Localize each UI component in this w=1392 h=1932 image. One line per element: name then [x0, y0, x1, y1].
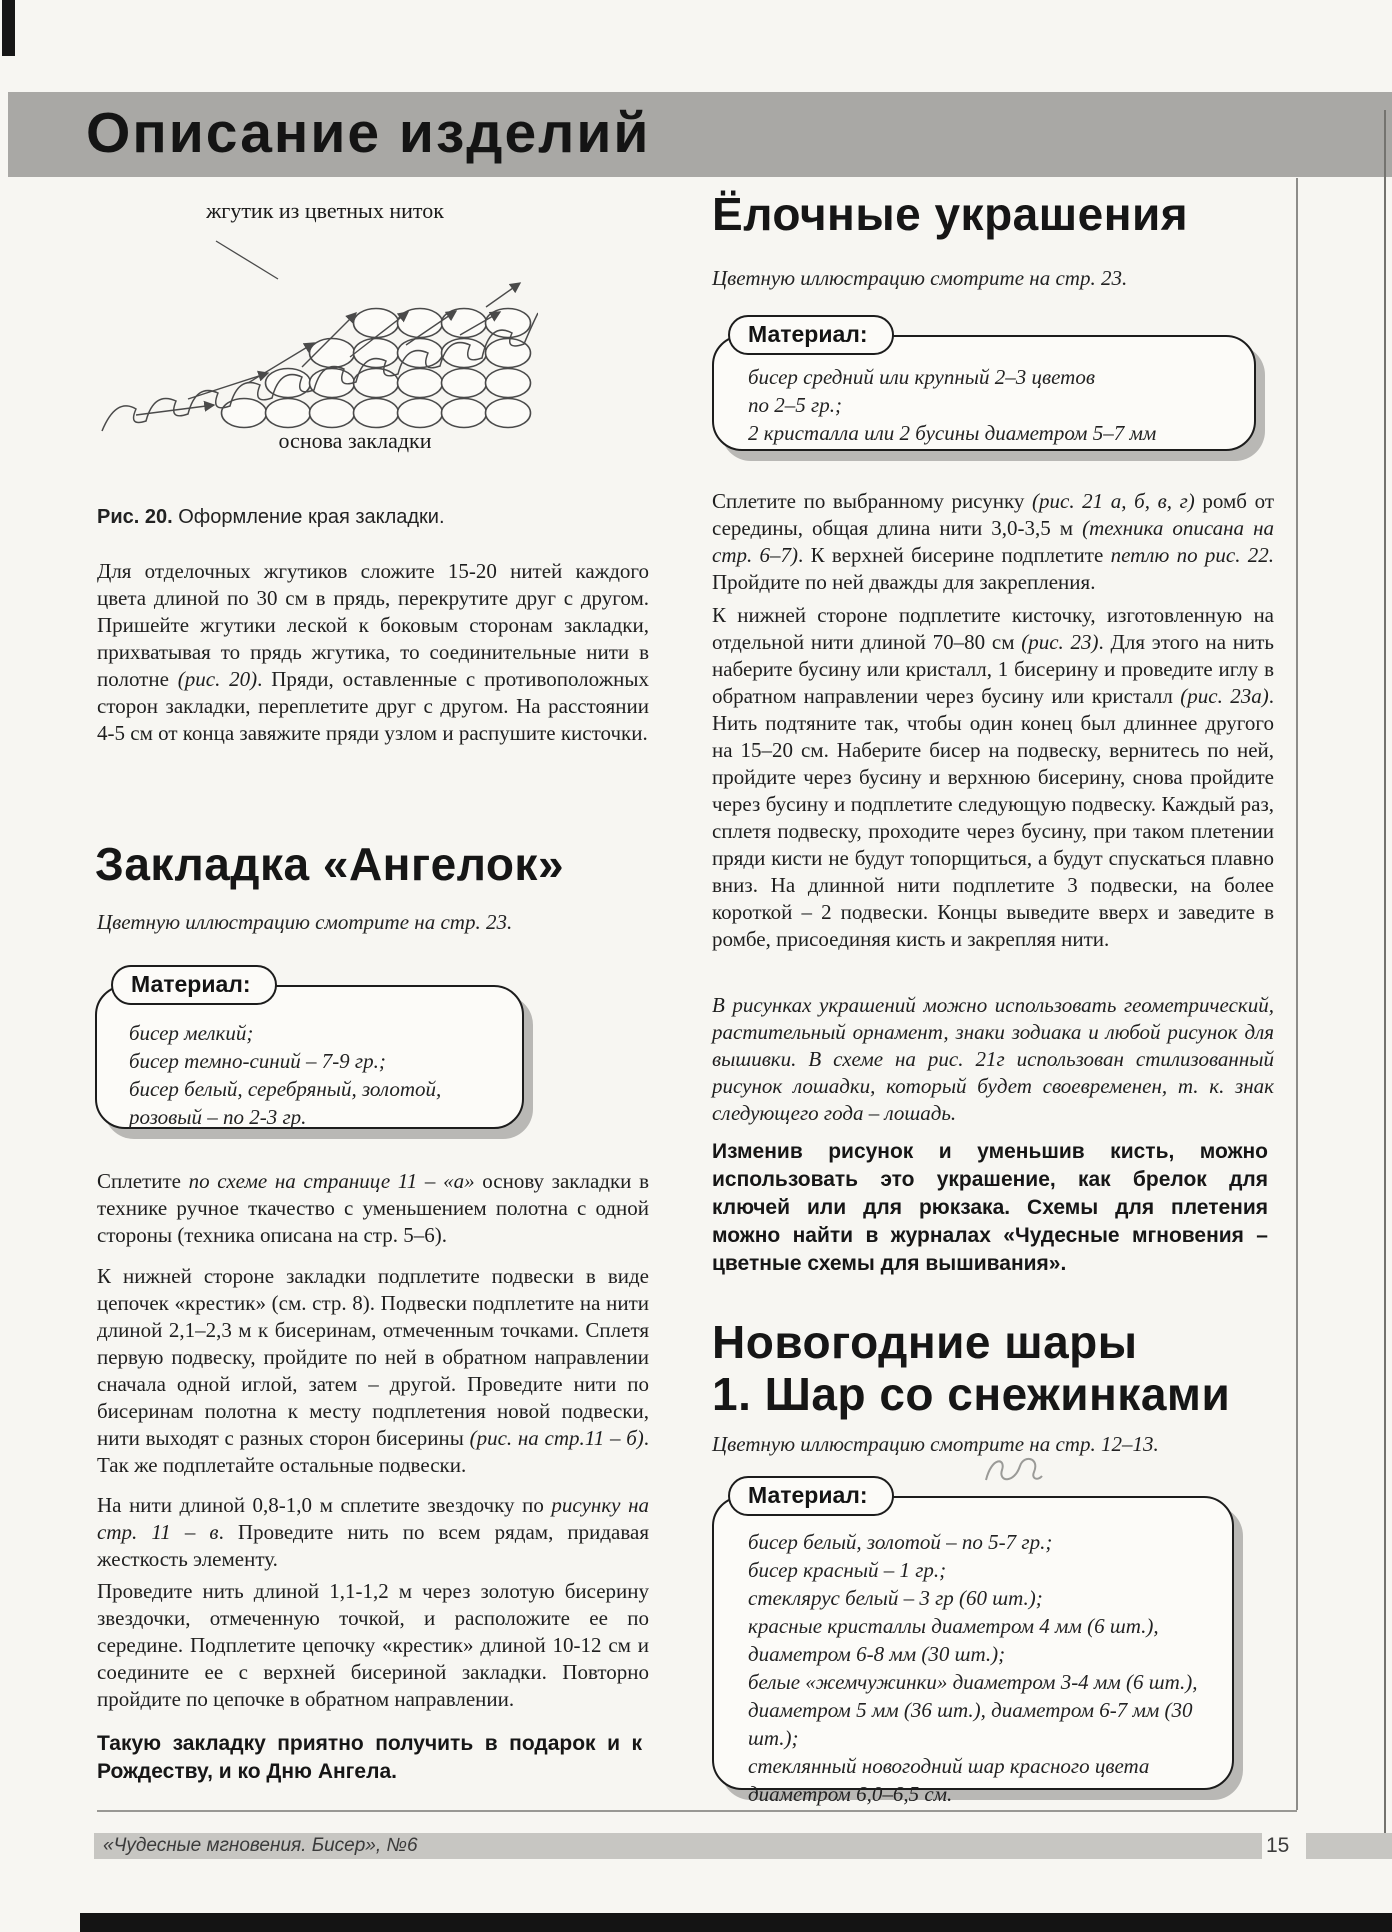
material-line: стеклярус белый – 3 гр (60 шт.);	[748, 1586, 1043, 1610]
right-paragraph-keychain-note: Изменив рисунок и уменьшив кисть, можно использовать это украшение, как брелок для ключей или для рюкзака. Схемы для плетения можно найти в журналах «Чудесные мгновения – цветные схемы для вышивания».	[712, 1140, 1268, 1275]
page-number: 15	[1266, 1834, 1290, 1857]
left-paragraph-star: На нити длиной 0,8-1,0 м сплетите звездочку по рисунку на стр. 11 – в. Проведите нить по всем рядам, придавая жесткость элементу.	[97, 1493, 649, 1571]
right-paragraph-tassel: К нижней стороне подплетите кисточку, изготовленную на отдельной нити длиной 70–80 см (рис. 23). Для этого на нить наберите бусину или кристалл, 1 бисерину и проведите иглу в обратном направлении через бусину или кристалл (рис. 23а). Нить подтяните так, чтобы один конец был длиннее другого на 15–20 см. Наберите бисер на подвеску, вернитесь по ней, пройдите через бусину и верхнюю бисерину, снова пройдите через бусину и подплетите следующую подвеску. Каждый раз, сплетя подвеску, проходите через бусину, при таком плетении пряди кисти не будут топорщиться, а будут спускаться плавно вниз. На длинной нити подплетите 3 подвески, на более короткой – 2 подвески. Концы выведите вверх и заведите в ромбе, присоединяя кисть и закрепляя нити.	[712, 603, 1274, 951]
figure-caption-text: Оформление края закладки.	[172, 506, 445, 528]
material-label: Материал:	[111, 965, 277, 1005]
material-box-ornaments	[712, 321, 1256, 451]
material-label: Материал:	[728, 315, 894, 355]
left-paragraph-pendants: К нижней стороне закладки подплетите подвески в виде цепочек «крестик» (см. стр. 8). Подвески подплетите на нити длиной 2,1–2,3 м к бисеринам, отмеченным точками. Сплетя первую подвеску, пройдите по ней в обратном направлении сначала одной иглой, затем – другой. Проведите нити по бисеринам полотна к месту подплетения новой подвески, нити выходят с разных сторон бисерины (рис. на стр.11 – б). Так же подплетайте остальные подвески.	[97, 1264, 649, 1477]
left-paragraph-weave-base: Сплетите по схеме на странице 11 – «а» основу закладки в технике ручное ткачество с уменьшением полотна с одной стороны (техника описана на стр. 5–6).	[97, 1169, 649, 1247]
section-subtitle-newyear-balls: Цветную иллюстрацию смотрите на стр. 12–13.	[712, 1432, 1159, 1456]
material-list-snowflake-ball	[714, 1498, 1232, 1808]
footer-band-right	[1306, 1833, 1392, 1859]
material-line: розовый – по 2-3 гр.	[129, 1105, 307, 1129]
page-title: Описание изделий	[86, 101, 651, 165]
footer-rule	[97, 1810, 1297, 1812]
left-paragraph-chain: Проведите нить длиной 1,1-1,2 м через золотую бисерину звездочки, отмеченную точкой, и расположите ее по середине. Подплетите цепочку «крестик» длиной 10-12 см и соедините ее с верхней бисериной закладки. Повторно пройдите по цепочке в обратном направлении.	[97, 1579, 649, 1711]
material-box-bookmark	[95, 971, 524, 1129]
right-paragraph-rhombus: Сплетите по выбранному рисунку (рис. 21 а, б, в, г) ромб от середины, общая длина нити 3,0-3,5 м (техника описана на стр. 6–7). К верхней бисерине подплетите петлю по рис. 22. Пройдите по ней дважды для закрепления.	[712, 489, 1274, 594]
section-heading-tree-ornaments: Ёлочные украшения	[712, 188, 1189, 240]
page-margin-rule	[1296, 178, 1298, 1810]
material-line: бисер мелкий;	[129, 1021, 254, 1045]
label-leader-line	[216, 241, 278, 279]
section-subtitle-bookmark-angel: Цветную иллюстрацию смотрите на стр. 23.	[97, 910, 513, 934]
material-line: бисер средний или крупный 2–3 цветов	[748, 365, 1095, 389]
material-box-snowflake-ball	[712, 1482, 1234, 1806]
heading-line-snowflake-ball: 1. Шар со снежинками	[712, 1368, 1231, 1420]
material-line: бисер красный – 1 гр.;	[748, 1558, 947, 1582]
heading-line-newyear-balls: Новогодние шары	[712, 1316, 1138, 1368]
title-band	[8, 92, 1392, 177]
section-subtitle-tree-ornaments: Цветную иллюстрацию смотрите на стр. 23.	[712, 266, 1128, 290]
material-list-bookmark	[97, 987, 522, 1131]
page-edge-line	[1384, 110, 1386, 1858]
section-heading-bookmark-angel: Закладка «Ангелок»	[95, 838, 565, 890]
material-label: Материал:	[728, 1476, 894, 1516]
right-paragraph-patterns-note: В рисунках украшений можно использовать геометрический, растительный орнамент, знаки зодиака и любой рисунок для вышивки. В схеме на рис. 21г использован стилизованный рисунок лошадки, который будет своевременен, т. к. знак следующего года – лошадь.	[712, 993, 1274, 1125]
footer-journal-title: «Чудесные мгновения. Бисер», №6	[103, 1835, 418, 1856]
material-line: бисер темно-синий – 7-9 гр.;	[129, 1049, 386, 1073]
material-line: по 2–5 гр.;	[748, 393, 842, 417]
left-paragraph-gift-note: Такую закладку приятно получить в подарок и к Рождеству, и ко Дню Ангела.	[97, 1732, 642, 1783]
figure-label-bottom: основа закладки	[278, 428, 432, 453]
material-line: бисер белый, золотой – по 5-7 гр.;	[748, 1530, 1053, 1554]
bead-rows	[222, 309, 531, 428]
left-paragraph-edging: Для отделочных жгутиков сложите 15-20 нитей каждого цвета длиной по 30 см в прядь, перекрутите друг с другом. Пришейте жгутики леской к боковым сторонам закладки, прихватывая то прядь жгутика, то соединительные нити в полотне (рис. 20). Пряди, оставленные с противоположных сторон закладки, переплетите друг с другом. На расстоянии 4-5 см от конца завяжите пряди узлом и распушите кисточки.	[97, 559, 649, 745]
figure-label-top: жгутик из цветных ниток	[206, 198, 444, 223]
material-line: белые «жемчужинки» диаметром 3-4 мм (6 шт.),	[748, 1670, 1198, 1694]
scan-corner-mark	[2, 0, 15, 56]
material-line: стеклянный новогодний шар красного цвета	[748, 1754, 1150, 1778]
pencil-squiggle	[982, 1450, 1046, 1492]
material-line: красные кристаллы диаметром 4 мм (6 шт.),	[748, 1614, 1159, 1638]
material-line: бисер белый, серебряный, золотой,	[129, 1077, 442, 1101]
material-line: диаметром 5 мм (36 шт.), диаметром 6-7 мм (30 шт.);	[748, 1698, 1193, 1750]
material-line: диаметром 6,0–6,5 см.	[748, 1782, 953, 1806]
figure-caption	[97, 506, 445, 529]
material-line: 2 кристалла или 2 бусины диаметром 5–7 мм	[748, 421, 1157, 445]
bottom-scan-bar	[80, 1913, 1392, 1932]
section-heading-newyear-balls	[712, 1316, 1230, 1420]
bead-diagram	[88, 225, 538, 455]
material-line: диаметром 6-8 мм (30 шт.);	[748, 1642, 1006, 1666]
figure-caption-ref: Рис. 20.	[97, 506, 173, 528]
